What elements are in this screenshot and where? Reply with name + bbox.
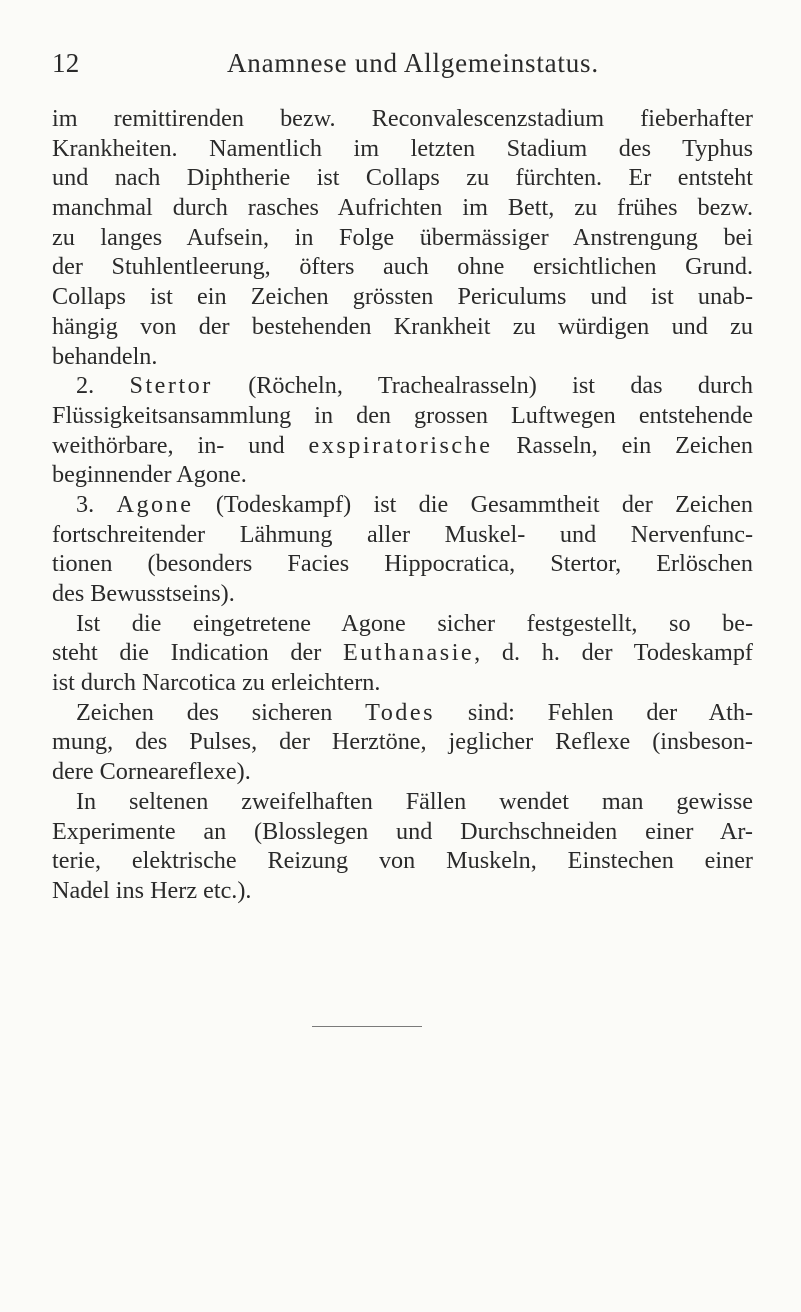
text-fragment: Zeichen des sicheren (76, 698, 366, 726)
text-line: behandeln. (52, 342, 158, 370)
page-number: 12 (52, 48, 80, 78)
text-line: Flüssigkeitsansammlung in den grossen Luftwegen entstehende (52, 401, 753, 429)
text-line: zu langes Aufsein, in Folge übermässiger Anstrengung bei (52, 223, 753, 251)
body-text (52, 104, 753, 906)
text-line-stertor (52, 371, 753, 401)
text-line (52, 431, 753, 461)
term-agone: Agone (116, 490, 194, 518)
running-title: Anamnese und Allgemeinstatus. (227, 48, 599, 78)
text-fragment: weithörbare, in- und (52, 431, 309, 459)
text-fragment: sind: Fehlen der Ath- (435, 698, 753, 726)
text-line: manchmal durch rasches Aufrichten im Bett, zu frühes bezw. (52, 194, 753, 222)
text-line: ist durch Narcotica zu erleichtern. (52, 669, 381, 697)
text-line: im remittirenden bezw. Reconvalescenzstadium fieberhafter (52, 105, 753, 132)
text-line: beginnender Agone. (52, 461, 247, 489)
term-euthanasie: Euthanasie (343, 639, 475, 667)
text-line: Nadel ins Herz etc.). (52, 876, 252, 904)
text-line: fortschreitender Lähmung aller Muskel- und Nervenfunc- (52, 520, 753, 548)
page-header (52, 48, 749, 80)
text-line: Experimente an (Blosslegen und Durchschneiden einer Ar- (52, 817, 753, 845)
text-line: mung, des Pulses, der Herztöne, jeglicher Reflexe (insbeson- (52, 728, 753, 756)
list-number: 2. (76, 372, 130, 400)
text-line (52, 698, 753, 728)
text-fragment: (Todeskampf) ist die Gesammtheit der Zeichen (193, 490, 753, 518)
text-line: hängig von der bestehenden Krankheit zu würdigen und zu (52, 312, 753, 340)
text-fragment: (Röcheln, Trachealrasseln) ist das durch (212, 372, 754, 400)
text-line: des Bewusstseins). (52, 580, 235, 607)
term-todes: Todes (365, 698, 436, 726)
term-stertor: Stertor (129, 372, 213, 400)
text-line: der Stuhlentleerung, öfters auch ohne ersichtlichen Grund. (52, 253, 753, 281)
term-exspiratorische: exspiratorische (308, 431, 493, 459)
text-line: In seltenen zweifelhaften Fällen wendet man gewisse (76, 787, 753, 815)
text-line: dere Corneareflexe). (52, 758, 251, 786)
text-line: terie, elektrische Reizung von Muskeln, Einstechen einer (52, 847, 753, 875)
text-fragment: , d. h. der Todeskampf (474, 639, 753, 667)
text-line (52, 638, 753, 668)
text-line: und nach Diphtherie ist Collaps zu fürchten. Er entsteht (52, 164, 753, 192)
text-line: Krankheiten. Namentlich im letzten Stadium des Typhus (52, 134, 753, 162)
text-line: Collaps ist ein Zeichen grössten Periculums und ist unab- (52, 283, 753, 311)
text-line: Ist die eingetretene Agone sicher festgestellt, so be- (76, 609, 753, 637)
section-end-rule (312, 1026, 422, 1027)
text-line-agone (52, 490, 753, 520)
text-fragment: Rasseln, ein Zeichen (492, 431, 754, 459)
text-fragment: steht die Indication der (52, 639, 344, 667)
list-number: 3. (76, 490, 117, 518)
text-line: tionen (besonders Facies Hippocratica, Stertor, Erlöschen (52, 550, 753, 578)
